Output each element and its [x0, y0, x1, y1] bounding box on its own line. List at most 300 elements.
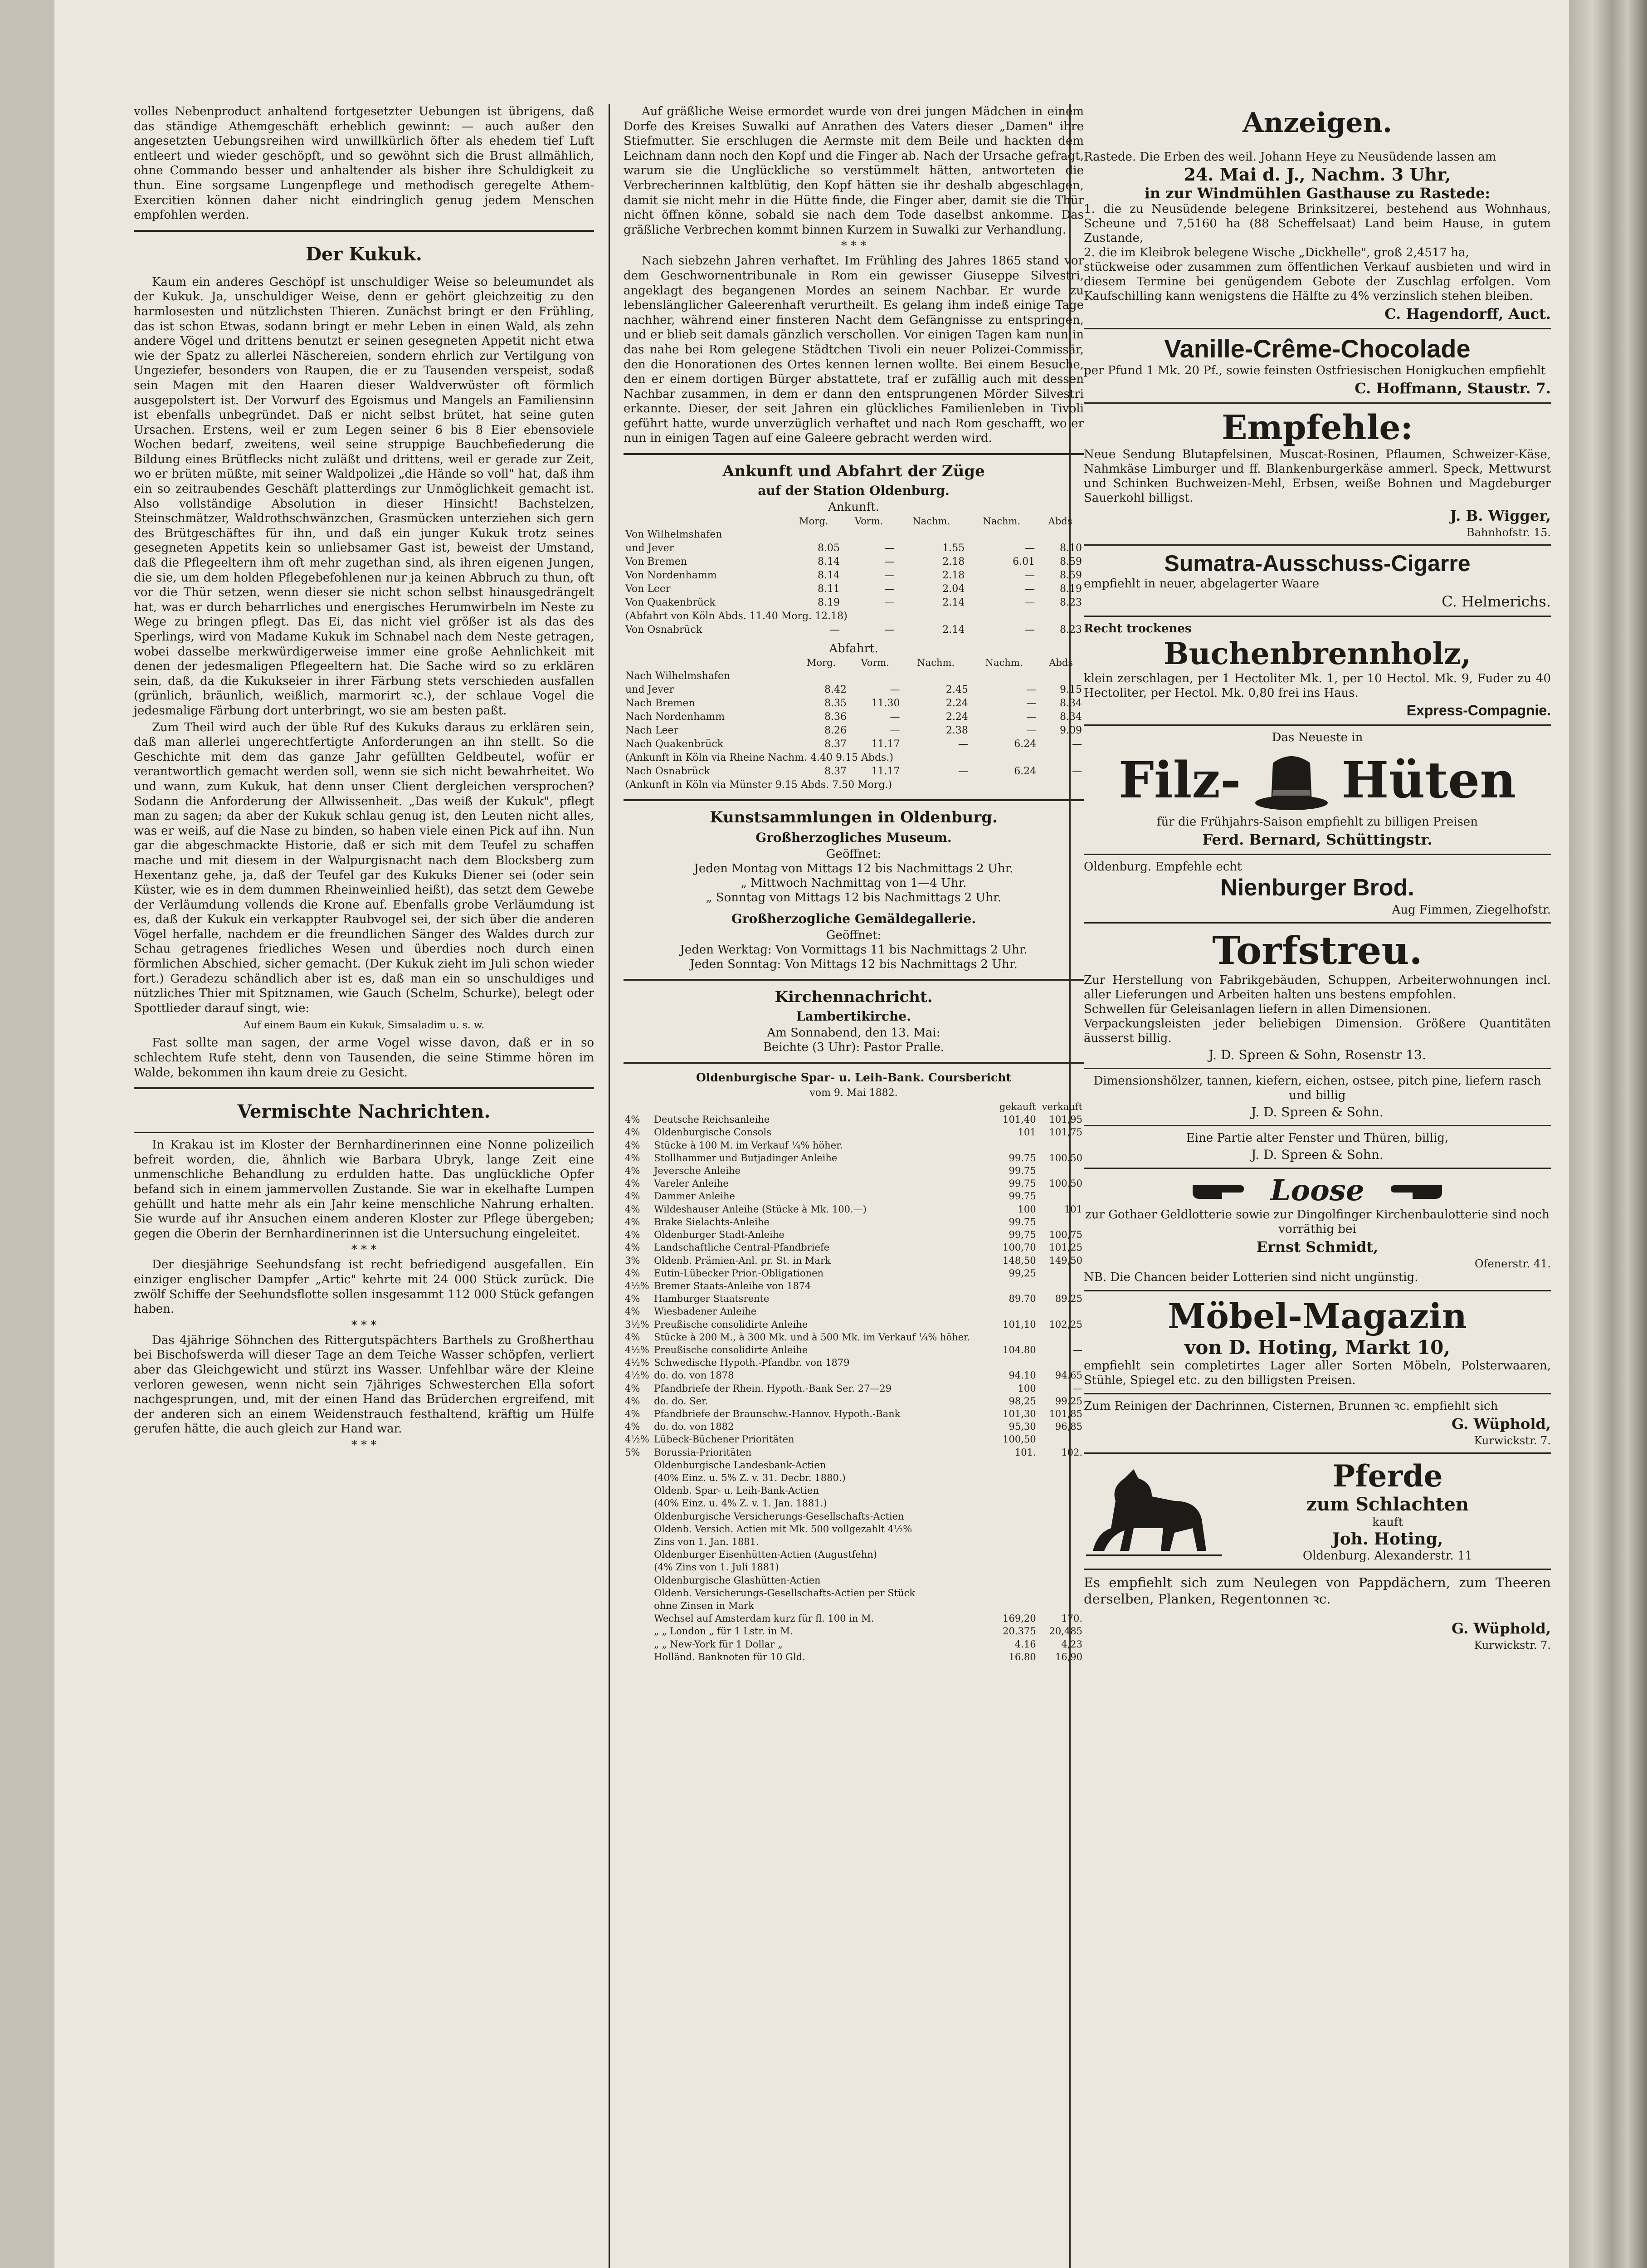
- kurs-security: Oldenburgische Versicherungs-Gesellschafts-Actien: [654, 1510, 904, 1522]
- loose-address: Ofenerstr. 41.: [1474, 1257, 1551, 1270]
- kurs-security: Hamburger Staatsrente: [654, 1293, 770, 1305]
- kurs-row: [624, 1305, 1084, 1318]
- torf-signature: J. D. Spreen & Sohn, Rosenstr 13.: [1208, 1047, 1426, 1062]
- ad-empfehle: [1084, 404, 1551, 546]
- pappe-address: Kurwickstr. 7.: [1474, 1639, 1551, 1652]
- kurs-bought: 4.16: [1014, 1638, 1036, 1650]
- kurs-bought: 169,20: [1003, 1613, 1036, 1624]
- train-header-blank: [624, 514, 786, 528]
- kurs-bought: [995, 1523, 1037, 1535]
- ad-torfstreu: [1084, 924, 1551, 1069]
- kukuk-paragraph: Kaum ein anderes Geschöpf ist unschuldiger Weise so beleumundet als der Kukuk. Ja, unschuldiger Weise, denn er gehört gleichzeitig zu den harmlosesten und nützlichsten Thieren. Zunächst bringt er den Frühling, das ist schon Etwas, sodann bringt er mehr Leben in einen Wald, als zehn andere Vögel und drittens benutzt er seinen gesegneten Appetit nicht etwa wie der Spatz zu allerlei Näschereien, sondern ehrlich zur Vertilgung von Ungeziefer, besonders von Raupen, die er zu Tausenden verspeist, sodaß sein Magen mit den Haaren dieser Waldverwüster oft förmlich ausgepolstert ist. Der Vorwurf des Egoismus und Mangels an Familiensinn ist ebenfalls unbegründet. Daß er nicht selbst brütet, hat seine guten Ursachen. Erstens, weil er zum Legen seiner 6 bis 8 Eier ebensoviele Wochen bedarf, zweitens, weil seine struppige Bauchbefiederung die Bildung eines Brütflecks nicht zuläßt und drittens, weil er gerade zur Zeit, wo er brüten müßte, mit seiner Waldpolizei „die Hände so voll" hat, daß ihm ein so zeitraubendes Geschäft platterdings zur Unmöglichkeit gemacht ist. Also vollständige Absolution in dieser Hinsicht! Bachstelzen, Steinschmätzer, Waldrothschwänzchen, Grasmücken unterziehen sich gern des Brütgeschäftes für ihn, und daß ein junger Kukuk trotz seines gesegneten Appetits kein so unliebsamer Gast ist, beweist der Umstand, daß die Pflegeeltern ihm oft mehr zugethan sind, als ihren eigenen Jungen, die sie, um dem holden Pflegebefohlenen nur ja keinen Abbruch zu thun, oft vor die Thür setzen, wenn dieser sie nicht schon selbst hinausgedrängelt hat, was er durch beharrliches und energisches Herumwirbeln im Neste zu Wege zu bringen pflegt. Das Ei, das nicht viel größer ist als das des Sperlings, wird von Madame Kukuk im Schnabel nach dem Neste getragen, wobei dasselbe merkwürdigerweise immer eine große Aehnlichkeit mit denen der jedesmaligen Pflegeeltern hat. Die Sache wird so zu erklären sein, daß, da die Kukukseier in ihrer Färbung stets verschieden ausfallen (grünlich, bräunlich, weißlich, marmorirt ꝛc.), der schlaue Vogel die jedesmalige Färbung dort unterbringt, wo sie am besten paßt.: [134, 275, 594, 718]
- kurs-row: [624, 1177, 1084, 1190]
- kurs-sold: 20,485: [1049, 1626, 1082, 1637]
- kurs-sold: [1038, 1523, 1084, 1535]
- kurs-security: Jeversche Anleihe: [654, 1165, 741, 1177]
- kurs-sold: [1038, 1548, 1084, 1561]
- kurs-sold: [1038, 1305, 1084, 1318]
- train-time: 2.18: [942, 556, 965, 568]
- kurs-security: ohne Zinsen in Mark: [654, 1600, 754, 1611]
- pferde-kauft: kauft: [1372, 1515, 1403, 1529]
- kurs-sold: 4,23: [1061, 1638, 1082, 1650]
- train-header: Nachm.: [983, 516, 1021, 527]
- ad-sumatra: [1084, 546, 1551, 617]
- pferde-layout: [1084, 1458, 1551, 1563]
- kurs-row: [624, 1331, 1084, 1344]
- kurs-security: Oldenburger Eisenhütten-Actien (Augustfehn): [654, 1549, 877, 1560]
- pointing-hand-icon: [1376, 1176, 1444, 1205]
- kurs-sold: [1038, 1497, 1084, 1510]
- kurs-bought: 99,25: [1009, 1267, 1036, 1279]
- train-row: [624, 710, 1084, 724]
- kurs-row: [624, 1510, 1084, 1523]
- fenster-signature: J. D. Spreen & Sohn.: [1251, 1147, 1384, 1162]
- kukuk-paragraph: Fast sollte man sagen, der arme Vogel wisse davon, daß er in so schlechtem Rufe steht, denn von Tausenden, die seine Stimme hören im Walde, bekommen ihn kaum dreie zu Gesicht.: [134, 1036, 594, 1080]
- kurs-row: [624, 1523, 1084, 1535]
- kurs-rate: 4%: [625, 1331, 640, 1343]
- museum-title: Großherzogliches Museum.: [755, 830, 952, 846]
- train-header-blank: [624, 656, 794, 670]
- kurs-security: Wildeshauser Anleihe (Stücke à Mk. 100.—): [654, 1203, 867, 1215]
- kurs-security: Oldenb. Versicherungs-Gesellschafts-Actien per Stück: [654, 1587, 916, 1598]
- train-station: Von Leer: [625, 583, 671, 595]
- anzeigen-title: Anzeigen.: [1243, 107, 1392, 139]
- kurs-security: Lübeck-Büchener Prioritäten: [654, 1434, 794, 1445]
- train-time: 9.09: [1060, 725, 1082, 737]
- section-rule: [624, 799, 1084, 801]
- train-time: —: [1026, 698, 1037, 709]
- kurs-sold: [1038, 1587, 1084, 1599]
- train-row: [624, 596, 1084, 610]
- train-row: [624, 683, 1084, 697]
- kurs-bought: [995, 1574, 1037, 1587]
- train-time: 8.59: [1060, 556, 1082, 568]
- kurs-rate: 4½%: [625, 1280, 649, 1291]
- horse-icon: [1084, 1460, 1224, 1562]
- kirche-title: Kirchennachricht.: [775, 988, 933, 1007]
- train-station: und Jever: [625, 543, 674, 554]
- train-time: 8.34: [1060, 711, 1082, 723]
- pferde-subtitle: zum Schlachten: [1306, 1494, 1469, 1515]
- filz-signature: Ferd. Bernard, Schüttingstr.: [1202, 831, 1433, 848]
- kurs-rate: 4%: [625, 1395, 640, 1407]
- kurs-rate: [624, 1638, 653, 1651]
- kurs-row: [624, 1651, 1084, 1663]
- kurs-bought: 101,30: [1003, 1408, 1036, 1419]
- train-time: 2.38: [945, 725, 968, 737]
- kurs-row: [624, 1535, 1084, 1548]
- kurs-row: [624, 1471, 1084, 1484]
- kirche-subtitle: Lambertikirche.: [796, 1009, 911, 1024]
- kurs-row: [624, 1113, 1084, 1126]
- train-time: 11.30: [871, 698, 900, 709]
- train-row: [624, 765, 1084, 778]
- train-time: 1.55: [942, 543, 965, 554]
- train-time: 9.15: [1060, 684, 1082, 696]
- section-rule: [134, 1087, 594, 1089]
- train-header: Abds: [1049, 657, 1073, 669]
- museum-hours: Jeden Montag von Mittags 12 bis Nachmittags 2 Uhr.: [694, 862, 1014, 876]
- kurs-rate: [624, 1574, 653, 1587]
- pappe-text: Es empfiehlt sich zum Neulegen von Pappdächern, zum Theeren derselben, Planken, Regentonnen ꝛc.: [1084, 1575, 1551, 1607]
- separator-stars: * * *: [351, 1243, 377, 1257]
- buchen-signature: Express-Compagnie.: [1406, 702, 1551, 719]
- train-time: 8.23: [1060, 624, 1082, 636]
- kurs-sold: [1038, 1574, 1084, 1587]
- train-row: [624, 569, 1084, 582]
- column-1: [134, 104, 594, 1453]
- kurs-sold: 100.50: [1049, 1178, 1082, 1189]
- kurs-row: [624, 1420, 1084, 1433]
- train-row: [624, 610, 1084, 623]
- ad-filzhueten: [1084, 726, 1551, 855]
- kurs-sold: [1038, 1471, 1084, 1484]
- kurs-row: [624, 1369, 1084, 1382]
- kurs-sold: —: [1073, 1344, 1082, 1355]
- kurs-bought: [995, 1139, 1037, 1152]
- kurs-security: Stollhammer und Butjadinger Anleihe: [654, 1152, 838, 1163]
- kurs-security: Oldenb. Spar- u. Leih-Bank-Actien: [654, 1485, 819, 1496]
- kurs-rate: [624, 1497, 653, 1510]
- kurs-security: (40% Einz. u. 5% Z. v. 31. Decbr. 1880.): [654, 1472, 846, 1483]
- kurs-row: [624, 1292, 1084, 1305]
- kirche-beichte: Beichte (3 Uhr): Pastor Pralle.: [763, 1041, 945, 1055]
- kurs-row: [624, 1254, 1084, 1267]
- moebel-subtitle: von D. Hoting, Markt 10,: [1184, 1336, 1450, 1359]
- train-time: 11.17: [871, 766, 900, 777]
- train-time: —: [1025, 570, 1035, 582]
- reinigen-address: Kurwickstr. 7.: [1474, 1434, 1551, 1447]
- kurs-bought: [995, 1356, 1037, 1369]
- kurs-security: Bremer Staats-Anleihe von 1874: [654, 1280, 811, 1291]
- rastede-item: 1. die zu Neusüdende belegene Brinksitzerei, bestehend aus Wohnhaus, Scheune und 7,5160 ha (88 Scheffelsaat) Land beim Hause, in gutem Zustande,: [1084, 202, 1551, 245]
- train-time: —: [884, 583, 895, 595]
- buchen-pretext: Recht trockenes: [1084, 622, 1192, 635]
- hueten-word: Hüten: [1341, 750, 1516, 809]
- kurs-security: Wechsel auf Amsterdam kurz für fl. 100 in M.: [654, 1613, 874, 1624]
- kurs-bought: [995, 1599, 1037, 1612]
- kurs-sold: 96,85: [1055, 1421, 1082, 1432]
- separator-stars: * * *: [351, 1318, 377, 1332]
- kurs-row: [624, 1216, 1084, 1228]
- kurs-security: Holländ. Banknoten für 10 Gld.: [654, 1651, 805, 1662]
- kurs-bought: [995, 1510, 1037, 1523]
- nien-pretext: Oldenburg. Empfehle echt: [1084, 860, 1242, 874]
- kurs-table: [624, 1100, 1084, 1663]
- train-header: Abds: [1048, 516, 1072, 527]
- kurs-bought: 99.75: [1009, 1152, 1036, 1163]
- train-row: [624, 542, 1084, 555]
- torf-text: Schwellen für Geleisanlagen liefern in allen Dimensionen.: [1084, 1002, 1432, 1016]
- news-paragraph: Der diesjährige Seehundsfang ist recht befriedigend ausgefallen. Ein einziger englischer Dampfer „Artic" kehrte mit 24 000 Stück zurück. Die zwölf Schiffe der Seehundsflotte sollen insgesammt 112 000 Stück gefangen haben.: [134, 1258, 594, 1316]
- kurs-rate: [624, 1459, 653, 1471]
- kurs-bought: 99.75: [1009, 1178, 1036, 1189]
- kurs-sold: [1038, 1535, 1084, 1548]
- galerie-hours: Jeden Werktag: Von Vormittags 11 bis Nachmittags 2 Uhr.: [680, 943, 1028, 957]
- kurs-rate: 3½%: [625, 1319, 649, 1330]
- kurs-rate: 4%: [625, 1306, 640, 1317]
- train-time: 2.14: [942, 624, 965, 636]
- kurs-bought: 16.80: [1009, 1651, 1036, 1662]
- kurs-sold: [1038, 1139, 1084, 1152]
- kurs-sold: [1038, 1190, 1084, 1202]
- filz-text: für die Frühjahrs-Saison empfiehlt zu billigen Preisen: [1156, 815, 1478, 829]
- train-header: Morg.: [799, 516, 828, 527]
- dim-signature: J. D. Spreen & Sohn.: [1251, 1105, 1384, 1119]
- fenster-text: Eine Partie alter Fenster und Thüren, billig,: [1186, 1131, 1449, 1145]
- train-row: [624, 555, 1084, 569]
- kurs-row: [624, 1126, 1084, 1139]
- kurs-sold: [1038, 1561, 1084, 1574]
- train-time: —: [884, 624, 895, 636]
- dim-text: Dimensionshölzer, tannen, kiefern, eichen, ostsee, pitch pine, liefern rasch und billig: [1093, 1074, 1541, 1102]
- kurs-row: [624, 1164, 1084, 1177]
- kurs-security: Zins von 1. Jan. 1881.: [654, 1536, 759, 1547]
- kurs-bought: 95,30: [1009, 1421, 1036, 1432]
- kurs-bought: 100: [1018, 1203, 1036, 1215]
- kurs-bought: 101: [1018, 1127, 1036, 1138]
- sumatra-signature: C. Helmerichs.: [1442, 593, 1551, 610]
- kurs-rate: [624, 1612, 653, 1625]
- kurs-row: [624, 1446, 1084, 1459]
- kurs-rate: 4%: [625, 1421, 640, 1432]
- kurs-bought: 99,75: [1009, 1229, 1036, 1241]
- train-time: 8.42: [824, 684, 847, 696]
- pointing-hand-icon: [1190, 1176, 1258, 1205]
- ankunft-label: Ankunft.: [828, 500, 880, 514]
- loose-title: Loose: [1270, 1173, 1364, 1207]
- ad-moebel: [1084, 1291, 1551, 1394]
- kurs-rate: [624, 1599, 653, 1612]
- train-time: 8.37: [824, 766, 847, 777]
- kurs-header: verkauft: [1042, 1101, 1082, 1113]
- zuege-title: Ankunft und Abfahrt der Züge: [722, 462, 985, 481]
- train-time: —: [830, 624, 840, 636]
- kurs-security: Wiesbadener Anleihe: [654, 1306, 757, 1317]
- kurs-sold: [1038, 1356, 1084, 1369]
- kurs-row: [624, 1241, 1084, 1254]
- ad-pferde: [1084, 1454, 1551, 1570]
- kurs-bought: [995, 1561, 1037, 1574]
- kukuk-paragraph: Zum Theil wird auch der üble Ruf des Kukuks daraus zu erklären sein, daß man allerlei ungerechtfertigte Anforderungen an ihn stellt. So die Geschichte mit dem das ganze Jahr gefüllten Geldbeutel, wofür er verantwortlich gemacht werden soll, wenn sie sich nicht bewahrheitet. Wo und wann, zum Kukuk, hat denn unser Client dergleichen versprochen? Sodann die Anforderung der Allwissenheit. „Das weiß der Kukuk", pflegt man zu sagen; da aber der Kukuk schlau genug ist, den Leuten nicht alles, was er weiß, auf die Nase zu binden, so haben viele einen Pick auf ihn. Nun gar die abgeschmackte Historie, daß er sich mit dem Teufel zu schaffen mache und mit diesem in der Walpurgisnacht nach dem Blocksberg zum Hexentanz gehe, ja, daß der Teufel gar des Kukuks Diener sei (oder sein Küster, wie es in dem dummen Rheinweinlied heißt), das setzt dem Gewebe der Verläumdung vollends die Krone auf. Ebenfalls grobe Verläumdung ist es, daß der Kukuk ein verkappter Raubvogel sei, der sich über die anderen Vögel herfalle, nachdem er die freundlichen Sänger des Waldes durch zur Schau getragenes friedliches Wesen und überdies noch durch einen förmlichen Abschied, sicher gemacht. (Der Kukuk zieht im Juli schon wieder fort.) Geradezu schändlich aber ist es, daß man ein so unschuldiges und nützliches Thier mit Spitznamen, wie Gauch (Schelm, Schurke), belegt oder Spottlieder darauf singt, wie:: [134, 720, 594, 1015]
- train-station: Von Nordenhamm: [625, 570, 717, 582]
- scan-gutter-left: [0, 0, 54, 2268]
- kurs-row: [624, 1190, 1084, 1202]
- kurs-rate: [624, 1561, 653, 1574]
- sumatra-title: Sumatra-Ausschuss-Cigarre: [1164, 551, 1471, 576]
- nien-title: Nienburger Brod.: [1220, 875, 1414, 901]
- galerie-opened: Geöffnet:: [826, 929, 882, 943]
- kurs-bought: 101.: [1014, 1447, 1036, 1458]
- train-time: —: [884, 597, 895, 609]
- buchen-text: klein zerschlagen, per 1 Hectoliter Mk. 1, per 10 Hectol. Mk. 9, Fuder zu 40 Hectoliter, per Hectol. Mk. 0,80 frei ins Haus.: [1084, 672, 1551, 700]
- kurs-rate: 3%: [625, 1255, 640, 1266]
- newspaper-sheet: [54, 0, 1569, 2268]
- kurs-sold: 101,75: [1049, 1127, 1082, 1138]
- train-time: 6.24: [1014, 738, 1037, 750]
- loose-signature: Ernst Schmidt,: [1256, 1238, 1379, 1256]
- kurs-sold: [1038, 1267, 1084, 1280]
- train-header: Vorm.: [854, 516, 883, 527]
- pferde-signature: Joh. Hoting,: [1332, 1530, 1443, 1549]
- train-time: —: [1026, 711, 1037, 723]
- kurs-sold: [1038, 1216, 1084, 1228]
- kurs-security: Oldenburgische Consols: [654, 1127, 771, 1138]
- kurs-security: Pfandbriefe der Rhein. Hypoth.-Bank Ser. 27—29: [654, 1383, 892, 1394]
- train-time: 2.14: [942, 597, 965, 609]
- kurs-security: Oldenburgische Glashütten-Actien: [654, 1574, 821, 1586]
- kurs-row: [624, 1139, 1084, 1152]
- kurs-rate: 4%: [625, 1139, 640, 1151]
- ad-rastede: [1084, 145, 1551, 329]
- kurs-security: do. do. von 1878: [654, 1370, 734, 1381]
- kurs-bought: [995, 1497, 1037, 1510]
- kurs-security: Stücke à 200 M., à 300 Mk. und à 500 Mk. im Verkauf ¼% höher.: [654, 1331, 970, 1343]
- ankunft-table: [624, 514, 1084, 637]
- empfehle-title: Empfehle:: [1222, 408, 1413, 447]
- museum-hours: „ Sonntag von Mittags 12 bis Nachmittags 2 Uhr.: [706, 891, 1001, 905]
- train-time: 8.05: [818, 543, 840, 554]
- train-time: 2.18: [942, 570, 965, 582]
- train-station: (Abfahrt von Köln Abds. 11.40 Morg. 12.18): [625, 611, 848, 622]
- train-time: —: [1025, 543, 1035, 554]
- title-rule: [134, 1132, 594, 1133]
- vanille-text: per Pfund 1 Mk. 20 Pf., sowie feinsten Ostfriesischen Honigkuchen empfiehlt: [1084, 364, 1546, 377]
- kurs-bought: 100,50: [1003, 1434, 1036, 1445]
- kurs-bought: [995, 1459, 1037, 1471]
- kurs-bought: 100,70: [1003, 1242, 1036, 1253]
- kurs-bought: 99.75: [1009, 1216, 1036, 1227]
- kurs-row: [624, 1382, 1084, 1395]
- train-row: [624, 528, 1084, 542]
- train-header: Nachm.: [917, 657, 955, 669]
- kurs-rate: 4½%: [625, 1370, 649, 1381]
- train-time: 6.01: [1013, 556, 1035, 568]
- train-station: Von Bremen: [625, 556, 687, 568]
- torf-text: Verpackungsleisten jeder beliebigen Dimension. Größere Quantitäten äusserst billig.: [1084, 1017, 1551, 1045]
- train-time: 2.24: [945, 711, 968, 723]
- train-header: Morg.: [806, 657, 836, 669]
- kurs-rate: 4%: [625, 1165, 640, 1177]
- kurs-security: do. do. von 1882: [654, 1421, 734, 1432]
- sumatra-text: empfiehlt in neuer, abgelagerter Waare: [1084, 577, 1320, 591]
- train-station: Von Osnabrück: [625, 624, 702, 636]
- train-station: Nach Osnabrück: [625, 766, 710, 777]
- kurs-row: [624, 1599, 1084, 1612]
- kukuk-quote: Auf einem Baum ein Kukuk, Simsaladim u. s. w.: [244, 1020, 484, 1031]
- kurs-rate: 4½%: [625, 1344, 649, 1355]
- kurs-rate: 4%: [625, 1178, 640, 1189]
- kurs-header: gekauft: [999, 1101, 1036, 1113]
- train-time: —: [884, 570, 895, 582]
- kurs-rate: 4½%: [625, 1357, 649, 1369]
- train-time: —: [1026, 684, 1037, 696]
- train-row: [624, 724, 1084, 738]
- column-2: [624, 104, 1084, 1663]
- kurs-sold: [1038, 1164, 1084, 1177]
- kurs-security: Deutsche Reichsanleihe: [654, 1114, 770, 1125]
- train-time: —: [958, 766, 968, 777]
- filz-word: Filz-: [1118, 750, 1241, 809]
- train-time: —: [890, 725, 900, 737]
- kurs-security: Oldenb. Versich. Actien mit Mk. 500 vollgezahlt 4½%: [654, 1523, 912, 1535]
- loose-banner: [1084, 1173, 1551, 1207]
- zuege-subtitle: auf der Station Oldenburg.: [758, 483, 950, 499]
- column-rule: [609, 104, 610, 2268]
- ad-pappdaecher: [1084, 1570, 1551, 1657]
- kurs-row: [624, 1395, 1084, 1408]
- kurs-security: Eutin-Lübecker Prior.-Obligationen: [654, 1267, 824, 1279]
- loose-text: zur Gothaer Geldlotterie sowie zur Dingolfinger Kirchenbaulotterie sind noch vorräthig bei: [1085, 1208, 1550, 1236]
- kurs-row: [624, 1433, 1084, 1446]
- kunst-title: Kunstsammlungen in Oldenburg.: [710, 808, 998, 827]
- ad-fenster: [1084, 1126, 1551, 1169]
- moebel-text: empfiehlt sein completirtes Lager aller Sorten Möbeln, Polsterwaaren, Stühle, Spiegel etc. zu den billigsten Preisen.: [1084, 1359, 1551, 1387]
- train-time: 11.17: [871, 738, 900, 750]
- kurs-security: Oldenb. Prämien-Anl. pr. St. in Mark: [654, 1255, 831, 1266]
- train-row: [624, 582, 1084, 596]
- kurs-sold: 101,25: [1049, 1242, 1082, 1253]
- ad-nienburger: [1084, 855, 1551, 924]
- kurs-sold: —: [1073, 1383, 1082, 1394]
- kurs-rate: 4%: [625, 1293, 640, 1305]
- kurs-bought: 100: [1018, 1383, 1036, 1394]
- kurs-row: [624, 1356, 1084, 1369]
- ad-vanille: [1084, 329, 1551, 404]
- train-time: 2.45: [945, 684, 968, 696]
- pferde-address: Oldenburg. Alexanderstr. 11: [1302, 1549, 1473, 1563]
- train-time: 8.19: [1060, 583, 1082, 595]
- train-time: —: [890, 711, 900, 723]
- galerie-hours: Jeden Sonntag: Von Mittags 12 bis Nachmittags 2 Uhr.: [690, 958, 1018, 972]
- kurs-bought: 89.70: [1009, 1293, 1036, 1305]
- kurs-bought: [995, 1280, 1037, 1292]
- kurs-rate: 4%: [625, 1216, 640, 1227]
- train-row: [624, 738, 1084, 751]
- train-station: Von Wilhelmshafen: [625, 529, 722, 541]
- pappe-signature: G. Wüphold,: [1451, 1620, 1551, 1637]
- kurs-sold: 102.: [1061, 1447, 1082, 1458]
- kurs-sold: 100,75: [1049, 1229, 1082, 1241]
- train-station: (Ankunft in Köln via Rheine Nachm. 4.40 9.15 Abds.): [625, 752, 893, 764]
- train-time: 6.24: [1014, 766, 1037, 777]
- pferde-title: Pferde: [1332, 1458, 1443, 1494]
- kurs-security: „ „ London „ für 1 Lstr. in M.: [654, 1626, 793, 1637]
- kurs-rate: 4%: [625, 1114, 640, 1125]
- kirche-date: Am Sonnabend, den 13. Mai:: [767, 1026, 940, 1040]
- train-time: 8.37: [824, 738, 847, 750]
- kurs-rate: [624, 1548, 653, 1561]
- rastede-item: 2. die im Kleibrok belegene Wische „Dickhelle", groß 2,4517 ha,: [1084, 246, 1469, 259]
- vanille-signature: C. Hoffmann, Staustr. 7.: [1355, 380, 1551, 397]
- buchen-title: Buchenbrennholz,: [1163, 636, 1472, 671]
- kurs-security: Borussia-Prioritäten: [654, 1447, 752, 1458]
- train-station: Nach Wilhelmshafen: [625, 670, 731, 682]
- nien-signature: Aug Fimmen, Ziegelhofstr.: [1392, 903, 1551, 917]
- kurs-security: (4% Zins von 1. Juli 1881): [654, 1562, 779, 1573]
- train-station: Von Quakenbrück: [625, 597, 716, 609]
- train-time: 2.24: [945, 698, 968, 709]
- train-row: [624, 670, 1084, 683]
- train-time: —: [1025, 597, 1035, 609]
- kurs-row: [624, 1344, 1084, 1356]
- kurs-row: [624, 1152, 1084, 1164]
- kurs-row: [624, 1267, 1084, 1280]
- kurs-rate: 4½%: [625, 1434, 649, 1445]
- kurs-rate: 4%: [625, 1267, 640, 1279]
- train-time: 8.36: [824, 711, 847, 723]
- train-time: —: [1025, 624, 1035, 636]
